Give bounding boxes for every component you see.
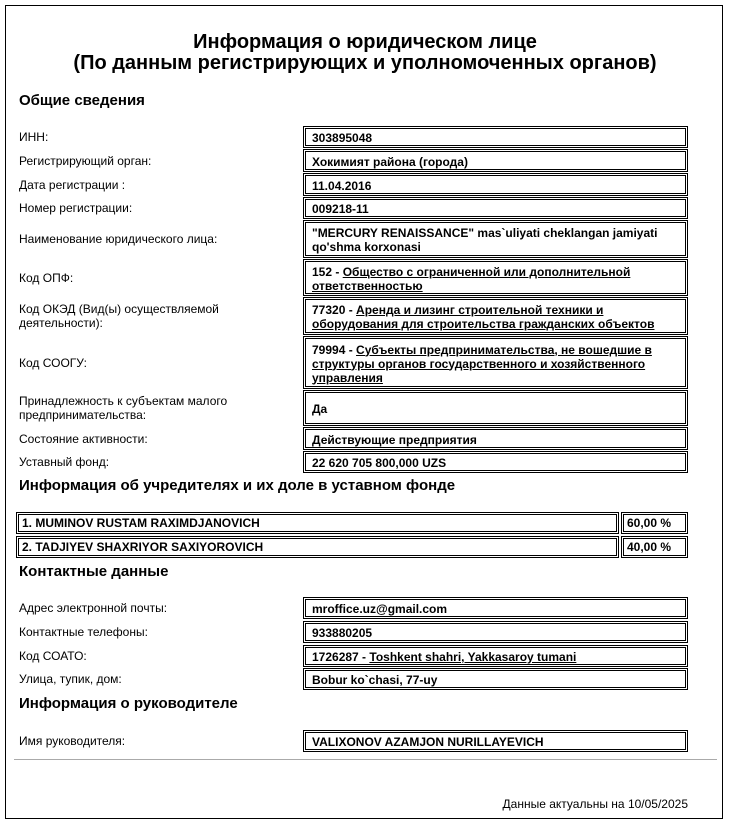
field-label: ИНН:	[19, 130, 49, 144]
field-label: Улица, тупик, дом:	[19, 672, 122, 686]
director-heading: Информация о руководителе	[19, 695, 238, 712]
field-label: Регистрирующий орган:	[19, 153, 152, 168]
director-label: Имя руководителя:	[19, 734, 126, 748]
director-value: VALIXONOV AZAMJON NURILLAYEVICH	[303, 730, 688, 752]
field-label: Контактные телефоны:	[19, 625, 148, 639]
field-link[interactable]: Субъекты предпринимательства, не вошедшие в структуры органов государственного и хозяйственного управления	[312, 342, 652, 385]
founder-name: 1. MUMINOV RUSTAM RAXIMDJANOVICH	[16, 512, 619, 534]
general-row	[19, 173, 688, 196]
field-code: 1726287	[312, 650, 359, 664]
field-value: mroffice.uz@gmail.com	[303, 597, 688, 619]
general-row	[19, 336, 688, 389]
contacts-row	[19, 597, 688, 619]
general-row	[19, 451, 688, 473]
general-row	[19, 197, 688, 219]
contacts-row	[19, 668, 688, 690]
field-value: 303895048	[303, 126, 688, 148]
field-label: Уставный фонд:	[19, 455, 110, 469]
field-value: 009218-11	[303, 197, 688, 219]
field-value: 77320 - Аренда и лизинг строительной техники и оборудования для строительства гражданских объектов	[303, 297, 688, 335]
page-title: Информация о юридическом лице	[193, 31, 537, 53]
general-row	[19, 126, 688, 148]
general-row	[19, 390, 688, 426]
field-label: Принадлежность к субъектам малого предпринимательства:	[19, 394, 228, 422]
founder-name: 2. TADJIYEV SHAXRIYOR SAXIYOROVICH	[16, 536, 619, 558]
field-code: 77320	[312, 303, 346, 317]
founder-row	[16, 512, 688, 534]
field-label: Код СООГУ:	[19, 355, 87, 370]
field-label: Дата регистрации :	[19, 177, 126, 192]
field-code: 152	[312, 264, 333, 279]
field-value: 79994 - Субъекты предпринимательства, не вошедшие в структуры органов государственного и хозяйственного управления	[303, 336, 688, 389]
general-row	[19, 220, 688, 258]
contacts-heading: Контактные данные	[19, 563, 169, 580]
field-label: Код ОКЭД (Вид(ы) осуществляемой деятельности):	[19, 302, 219, 330]
page-subtitle: (По данным регистрирующих и уполномоченных органов)	[73, 52, 657, 74]
field-value: 1726287 - Toshkent shahri, Yakkasaroy tumani	[303, 645, 688, 667]
general-row	[19, 427, 688, 450]
field-value: 933880205	[303, 621, 688, 643]
divider	[14, 759, 717, 760]
general-row	[19, 297, 688, 335]
contacts-row	[19, 621, 688, 643]
field-link[interactable]: Общество с ограниченной или дополнительной ответственностью	[312, 264, 631, 293]
field-label: Код СОАТО:	[19, 649, 87, 663]
field-value: 11.04.2016	[303, 173, 688, 196]
field-value: Действующие предприятия	[303, 427, 688, 450]
data-date-note: Данные актуальны на 10/05/2025	[502, 797, 688, 811]
field-value: Bobur ko`chasi, 77-uy	[303, 668, 688, 690]
field-label: Наименование юридического лица:	[19, 232, 218, 246]
field-label: Адрес электронной почты:	[19, 601, 168, 615]
field-label: Код ОПФ:	[19, 270, 74, 285]
field-value: Хокимият района (города)	[303, 149, 688, 172]
contacts-row	[19, 645, 688, 667]
field-link[interactable]: Toshkent shahri, Yakkasaroy tumani	[369, 650, 577, 664]
founder-share: 40,00 %	[621, 536, 688, 558]
founder-share: 60,00 %	[621, 512, 688, 534]
field-code: 79994	[312, 342, 346, 357]
field-label: Состояние активности:	[19, 431, 148, 446]
field-value: 22 620 705 800,000 UZS	[303, 451, 688, 473]
founders-heading: Информация об учредителях и их доле в уставном фонде	[19, 477, 456, 494]
field-value: "MERCURY RENAISSANCE" mas`uliyati cheklangan jamiyati qo'shma korxonasi	[303, 220, 688, 258]
founder-row	[16, 536, 688, 558]
general-heading: Общие сведения	[19, 92, 145, 109]
field-value: 152 - Общество с ограниченной или дополнительной ответственностью	[303, 259, 688, 296]
general-row	[19, 149, 688, 172]
field-link[interactable]: Аренда и лизинг строительной техники и оборудования для строительства гражданских объектов	[312, 303, 655, 331]
director-row	[19, 730, 688, 752]
field-label: Номер регистрации:	[19, 201, 133, 215]
field-value: Да	[303, 390, 688, 426]
general-row	[19, 259, 688, 296]
